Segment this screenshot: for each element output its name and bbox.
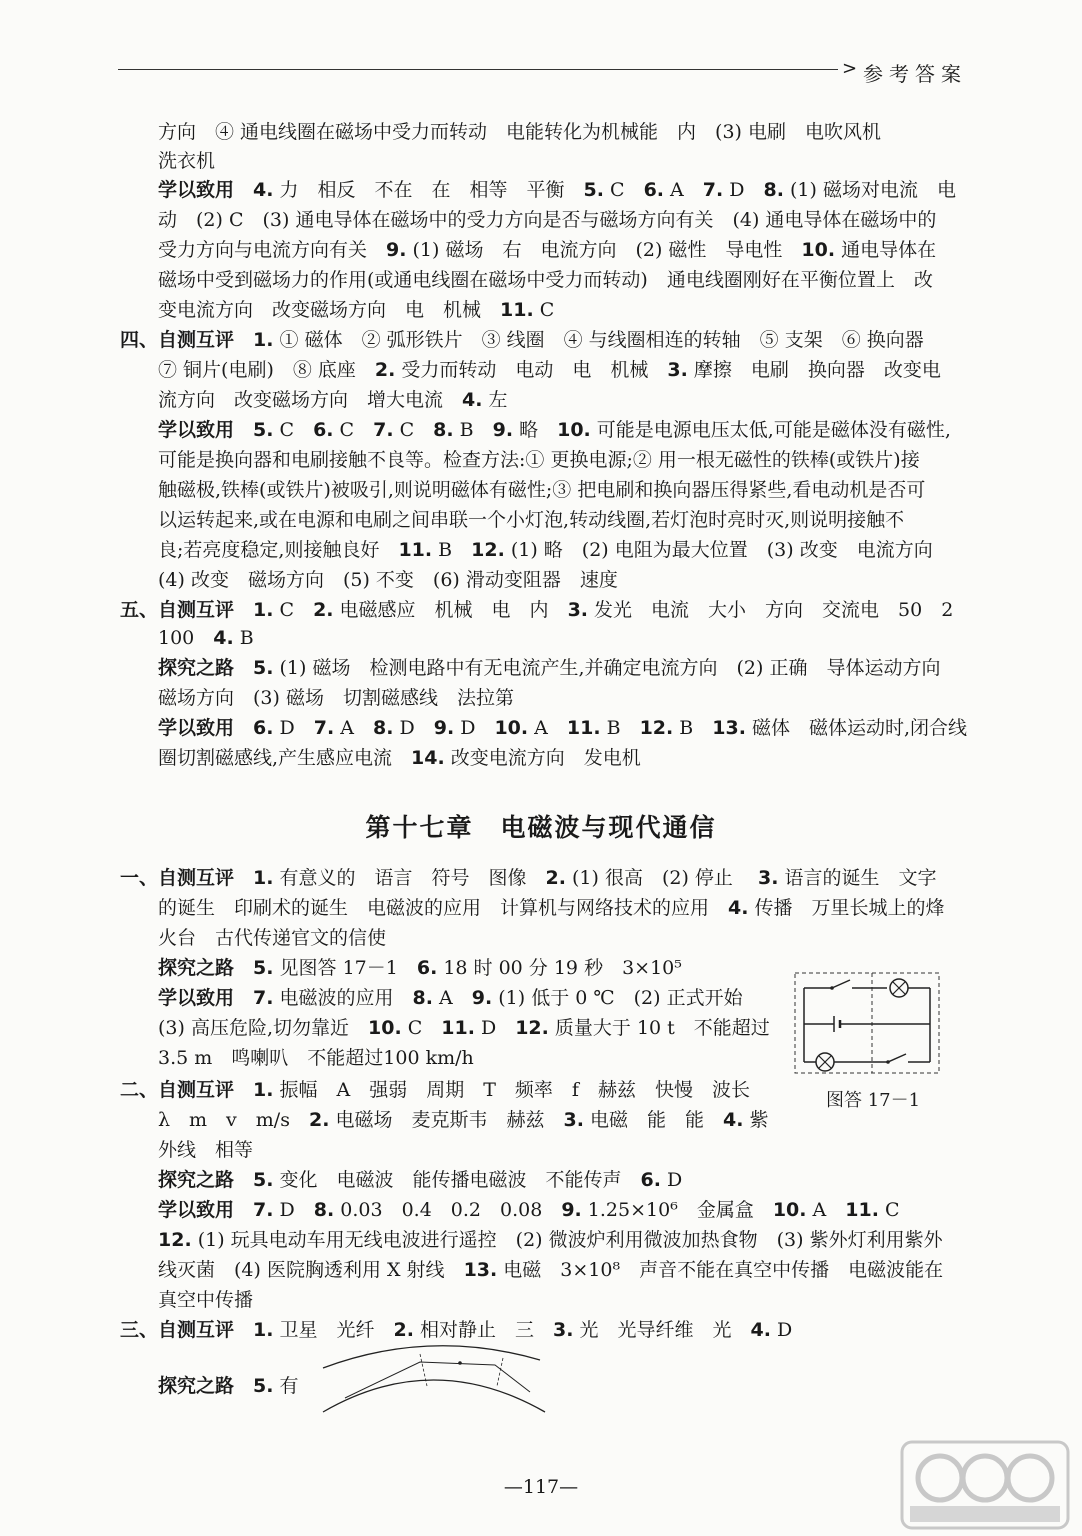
bold-label: 学以致用	[158, 717, 235, 739]
text-run	[234, 1375, 253, 1397]
text-run: 振幅 A 强弱 周期 T 频率 f 赫兹 快慢 波长	[273, 1079, 750, 1101]
text-run: (1) 磁场对电流 电	[783, 179, 956, 201]
text-line	[158, 744, 641, 772]
bold-label: 13.	[712, 717, 746, 739]
text-run: D	[660, 1169, 683, 1191]
text-line	[158, 924, 386, 952]
bold-label: 8.	[433, 419, 454, 441]
bold-label: 学以致用	[158, 179, 235, 201]
bold-label: 五、自测互评	[120, 599, 235, 621]
bold-label: 学以致用	[158, 419, 235, 441]
text-run: 外线 相等	[158, 1139, 254, 1161]
bold-label: 3.	[567, 599, 589, 621]
text-line	[158, 1136, 253, 1164]
text-run: D	[454, 717, 495, 739]
text-run: B	[233, 627, 254, 649]
text-line	[158, 1256, 943, 1284]
text-run: 电磁感应 机械 电 内	[333, 599, 568, 621]
header-rule	[118, 69, 838, 70]
text-line	[158, 236, 936, 264]
text-run: 18 时 00 分 19 秒 3×10⁵	[437, 957, 682, 979]
text-line	[158, 1044, 474, 1072]
bold-label: 8.	[313, 1199, 335, 1221]
text-run: B	[673, 717, 713, 739]
bold-label: 7.	[313, 717, 335, 739]
bold-label: 5.	[253, 1375, 274, 1397]
text-run: 见图答 17－1	[273, 957, 417, 979]
text-run: 1.25×10⁶ 金属盒	[581, 1199, 773, 1221]
text-line	[158, 118, 881, 146]
text-line	[158, 1226, 943, 1254]
text-line	[158, 684, 514, 712]
text-line	[158, 566, 618, 594]
text-run: 良;若亮度稳定,则接触良好	[158, 539, 399, 561]
text-run	[234, 717, 253, 739]
bold-label: 探究之路	[158, 1375, 235, 1397]
text-run: 的诞生 印刷术的诞生 电磁波的应用 计算机与网络技术的应用	[158, 897, 729, 919]
text-run: 力 相反 不在 在 相等 平衡	[273, 179, 584, 201]
text-run	[234, 657, 253, 679]
bold-label: 11.	[500, 299, 534, 321]
text-run: 磁场中受到磁场力的作用(或通电线圈在磁场中受力而转动) 通电线圈刚好在平衡位置上 改	[158, 269, 933, 291]
text-run: (1) 磁场 检测电路中有无电流产生,并确定电流方向 (2) 正确 导体运动方向	[273, 657, 941, 679]
text-run: B	[432, 539, 472, 561]
text-run: 圈切割磁感线,产生感应电流	[158, 747, 412, 769]
text-run	[234, 1199, 253, 1221]
text-run	[234, 1079, 253, 1101]
text-run: D	[770, 1319, 793, 1341]
bold-label: 6.	[313, 419, 334, 441]
text-run: 通电导体在	[835, 239, 937, 261]
text-run: D	[723, 179, 764, 201]
text-run: 紫	[743, 1109, 769, 1131]
bold-label: 1.	[253, 329, 274, 351]
text-run: B	[600, 717, 640, 739]
text-run: 电磁 3×10⁸ 声音不能在真空中传播 电磁波能在	[497, 1259, 944, 1281]
bold-label: 10.	[772, 1199, 807, 1221]
bold-label: 6.	[416, 957, 438, 979]
bold-label: 7.	[253, 987, 274, 1009]
text-run: A	[664, 179, 703, 201]
text-line	[158, 954, 682, 982]
text-run: (1) 玩具电动车用无线电波进行遥控 (2) 微波炉利用微波加热食物 (3) 紫外灯利用紫外	[191, 1229, 943, 1251]
text-line	[158, 1106, 768, 1134]
text-run: D	[273, 717, 314, 739]
text-run	[234, 867, 253, 889]
header-arrow-icon: >	[842, 58, 858, 79]
text-run: 摩擦 电刷 换向器 改变电	[687, 359, 941, 381]
bold-label: 11.	[845, 1199, 879, 1221]
text-run: 有	[273, 1375, 299, 1397]
bold-label: 4.	[750, 1319, 771, 1341]
text-run: (1) 很高 (2) 停止	[565, 867, 758, 889]
site-watermark-logo	[900, 1440, 1070, 1530]
text-line	[120, 1076, 750, 1104]
text-run: 传播 万里长城上的烽	[748, 897, 945, 919]
bold-label: 探究之路	[158, 957, 235, 979]
text-line	[158, 147, 215, 175]
text-line	[158, 386, 508, 414]
chapter-title: 第十七章 电磁波与现代通信	[365, 813, 717, 842]
text-line	[158, 1196, 900, 1224]
text-run: 光 光导纤维 光	[573, 1319, 751, 1341]
text-run: C	[533, 299, 555, 321]
text-run: λ m v m/s	[158, 1109, 309, 1131]
text-run: (1) 低于 0 ℃ (2) 正式开始	[492, 987, 743, 1009]
bold-label: 二、自测互评	[120, 1079, 235, 1101]
text-run: ⑦ 铜片(电刷) ⑧ 底座	[158, 359, 375, 381]
bold-label: 2.	[393, 1319, 414, 1341]
text-line	[158, 1372, 299, 1400]
text-line	[158, 536, 933, 564]
bold-label: 探究之路	[158, 657, 235, 679]
text-line	[158, 624, 254, 652]
text-run: 可能是电源电压太低,可能是磁体没有磁性,	[590, 419, 951, 441]
bold-label: 3.	[563, 1109, 584, 1131]
text-run: 磁体 磁体运动时,闭合线	[745, 717, 968, 739]
bold-label: 6.	[640, 1169, 661, 1191]
text-run: D	[273, 1199, 314, 1221]
bold-label: 5.	[583, 179, 604, 201]
text-run: 洗衣机	[158, 150, 216, 172]
bold-label: 4.	[462, 389, 483, 411]
bold-label: 3.	[553, 1319, 574, 1341]
text-run: C	[603, 179, 644, 201]
text-run: 变化 电磁波 能传播电磁波 不能传声	[273, 1169, 641, 1191]
bold-label: 7.	[253, 1199, 274, 1221]
text-run: (1) 略 (2) 电阻为最大位置 (3) 改变 电流方向	[504, 539, 933, 561]
text-run: 质量大于 10 t 不能超过	[548, 1017, 770, 1039]
text-run	[234, 599, 253, 621]
text-run	[234, 329, 253, 351]
text-run: ① 磁体 ② 弧形铁片 ③ 线圈 ④ 与线圈相连的转轴 ⑤ 支架 ⑥ 换向器	[273, 329, 924, 351]
bold-label: 12.	[471, 539, 505, 561]
text-line	[158, 446, 920, 474]
bold-label: 3.	[667, 359, 688, 381]
bold-label: 11.	[441, 1017, 475, 1039]
bold-label: 10.	[801, 239, 836, 261]
bold-label: 8.	[763, 179, 784, 201]
bold-label: 3.	[757, 867, 779, 889]
text-run: 电磁场 麦克斯韦 赫兹	[329, 1109, 564, 1131]
bold-label: 6.	[253, 717, 274, 739]
text-run: A	[528, 717, 567, 739]
bold-label: 7.	[702, 179, 724, 201]
text-run: C	[273, 419, 314, 441]
bold-label: 9.	[561, 1199, 582, 1221]
bold-label: 学以致用	[158, 987, 235, 1009]
text-run: A	[806, 1199, 846, 1221]
text-run: 电磁波的应用	[273, 987, 413, 1009]
bold-label: 9.	[471, 987, 493, 1009]
text-run: D	[393, 717, 434, 739]
circuit-diagram	[792, 970, 942, 1080]
text-line	[158, 266, 933, 294]
text-run: 触磁极,铁棒(或铁片)被吸引,则说明磁体有磁性;③ 把电刷和换向器压得紧些,看电动机是否可	[158, 479, 926, 501]
bold-label: 6.	[643, 179, 665, 201]
text-run: C	[333, 419, 374, 441]
text-run: A	[432, 987, 472, 1009]
bold-label: 5.	[253, 419, 274, 441]
text-run: 磁场方向 (3) 磁场 切割磁感线 法拉第	[158, 687, 514, 709]
bold-label: 9.	[386, 239, 407, 261]
text-run: C	[878, 1199, 900, 1221]
text-run: 可能是换向器和电刷接触不良等。检查方法:① 更换电源;② 用一根无磁性的铁棒(或铁片)接	[158, 449, 920, 471]
text-run: 卫星 光纤	[273, 1319, 394, 1341]
bold-label: 1.	[253, 1079, 274, 1101]
bold-label: 11.	[566, 717, 601, 739]
text-run	[234, 179, 253, 201]
text-run: B	[453, 419, 493, 441]
text-line	[158, 1014, 770, 1042]
text-line	[158, 356, 941, 384]
text-run: (4) 改变 磁场方向 (5) 不变 (6) 滑动变阻器 速度	[158, 569, 618, 591]
text-line	[158, 176, 956, 204]
text-run: C	[401, 1017, 442, 1039]
bold-label: 7.	[373, 419, 394, 441]
text-line	[158, 984, 743, 1012]
figure-caption: 图答 17－1	[826, 1090, 921, 1111]
text-line	[158, 894, 945, 922]
bold-label: 2.	[313, 599, 334, 621]
text-run: 语言的诞生 文字	[778, 867, 937, 889]
bold-label: 12.	[515, 1017, 549, 1039]
text-line	[120, 596, 953, 624]
text-run: 有意义的 语言 符号 图像	[273, 867, 546, 889]
bold-label: 5.	[253, 1169, 274, 1191]
bold-label: 2.	[545, 867, 566, 889]
text-run: 线灭菌 (4) 医院胸透利用 X 射线	[158, 1259, 464, 1281]
bold-label: 10.	[368, 1017, 402, 1039]
page-header	[118, 58, 978, 88]
text-run	[234, 1319, 253, 1341]
text-run: 火台 古代传递官文的信使	[158, 927, 387, 949]
text-run: 0.03 0.4 0.2 0.08	[334, 1199, 562, 1221]
text-line	[120, 326, 924, 354]
text-run: 受力而转动 电动 电 机械	[395, 359, 668, 381]
text-run: 动 (2) C (3) 通电导体在磁场中的受力方向是否与磁场方向有关 (4) 通电导体在磁场中的	[158, 209, 937, 231]
text-run: C	[273, 599, 314, 621]
text-run: 方向 ④ 通电线圈在磁场中受力而转动 电能转化为机械能 内 (3) 电刷 电吹风机	[158, 121, 881, 143]
bold-label: 4.	[728, 897, 749, 919]
text-run: 100	[158, 627, 214, 649]
bold-label: 4.	[722, 1109, 744, 1131]
bold-label: 三、自测互评	[120, 1319, 235, 1341]
bold-label: 12.	[158, 1229, 192, 1251]
bold-label: 10.	[557, 419, 591, 441]
text-run	[234, 957, 253, 979]
text-run: 相对静止 三	[413, 1319, 554, 1341]
header-title: 参考答案	[863, 62, 967, 86]
text-run	[234, 987, 253, 1009]
text-line	[158, 476, 925, 504]
bold-label: 1.	[253, 599, 274, 621]
bold-label: 8.	[372, 717, 394, 739]
bold-label: 8.	[412, 987, 433, 1009]
light-ray-diagram	[315, 1340, 555, 1420]
text-line	[158, 1286, 253, 1314]
text-run: (1) 磁场 右 电流方向 (2) 磁性 导电性	[406, 239, 802, 261]
text-run: D	[474, 1017, 516, 1039]
text-run: 受力方向与电流方向有关	[158, 239, 387, 261]
bold-label: 11.	[398, 539, 433, 561]
text-run: (3) 高压危险,切勿靠近	[158, 1017, 368, 1039]
text-run: 以运转起来,或在电源和电刷之间串联一个小灯泡,转动线圈,若灯泡时亮时灭,则说明接触不	[158, 509, 905, 531]
text-run: 略	[513, 419, 558, 441]
text-run: 变电流方向 改变磁场方向 电 机械	[158, 299, 501, 321]
bold-label: 1.	[253, 867, 274, 889]
text-run: 真空中传播	[158, 1289, 254, 1311]
bold-label: 9.	[433, 717, 455, 739]
bold-label: 一、自测互评	[120, 867, 235, 889]
text-run: 发光 电流 大小 方向 交流电 50 2	[588, 599, 954, 621]
text-run: 电磁 能 能	[583, 1109, 723, 1131]
text-run: 流方向 改变磁场方向 增大电流	[158, 389, 463, 411]
text-run: A	[334, 717, 373, 739]
text-run: 改变电流方向 发电机	[444, 747, 641, 769]
bold-label: 10.	[494, 717, 529, 739]
bold-label: 4.	[253, 179, 274, 201]
page-number: —117—	[503, 1476, 579, 1498]
text-line	[120, 864, 936, 892]
bold-label: 2.	[308, 1109, 330, 1131]
bold-label: 四、自测互评	[120, 329, 235, 351]
bold-label: 13.	[463, 1259, 498, 1281]
bold-label: 5.	[253, 957, 274, 979]
bold-label: 2.	[374, 359, 396, 381]
text-line	[158, 296, 554, 324]
bold-label: 1.	[253, 1319, 274, 1341]
text-line	[158, 206, 936, 234]
text-run: 3.5 m 鸣喇叭 不能超过100 km/h	[158, 1047, 474, 1069]
text-run	[234, 419, 253, 441]
text-run: 左	[482, 389, 508, 411]
text-line	[158, 714, 967, 742]
bold-label: 学以致用	[158, 1199, 235, 1221]
text-line	[158, 416, 951, 444]
text-run: C	[393, 419, 434, 441]
text-run	[234, 1169, 253, 1191]
bold-label: 14.	[411, 747, 445, 769]
text-line	[158, 506, 904, 534]
text-line	[158, 1166, 682, 1194]
bold-label: 4.	[213, 627, 234, 649]
bold-label: 12.	[639, 717, 674, 739]
bold-label: 5.	[253, 657, 274, 679]
bold-label: 9.	[492, 419, 514, 441]
bold-label: 探究之路	[158, 1169, 235, 1191]
text-line	[158, 654, 940, 682]
